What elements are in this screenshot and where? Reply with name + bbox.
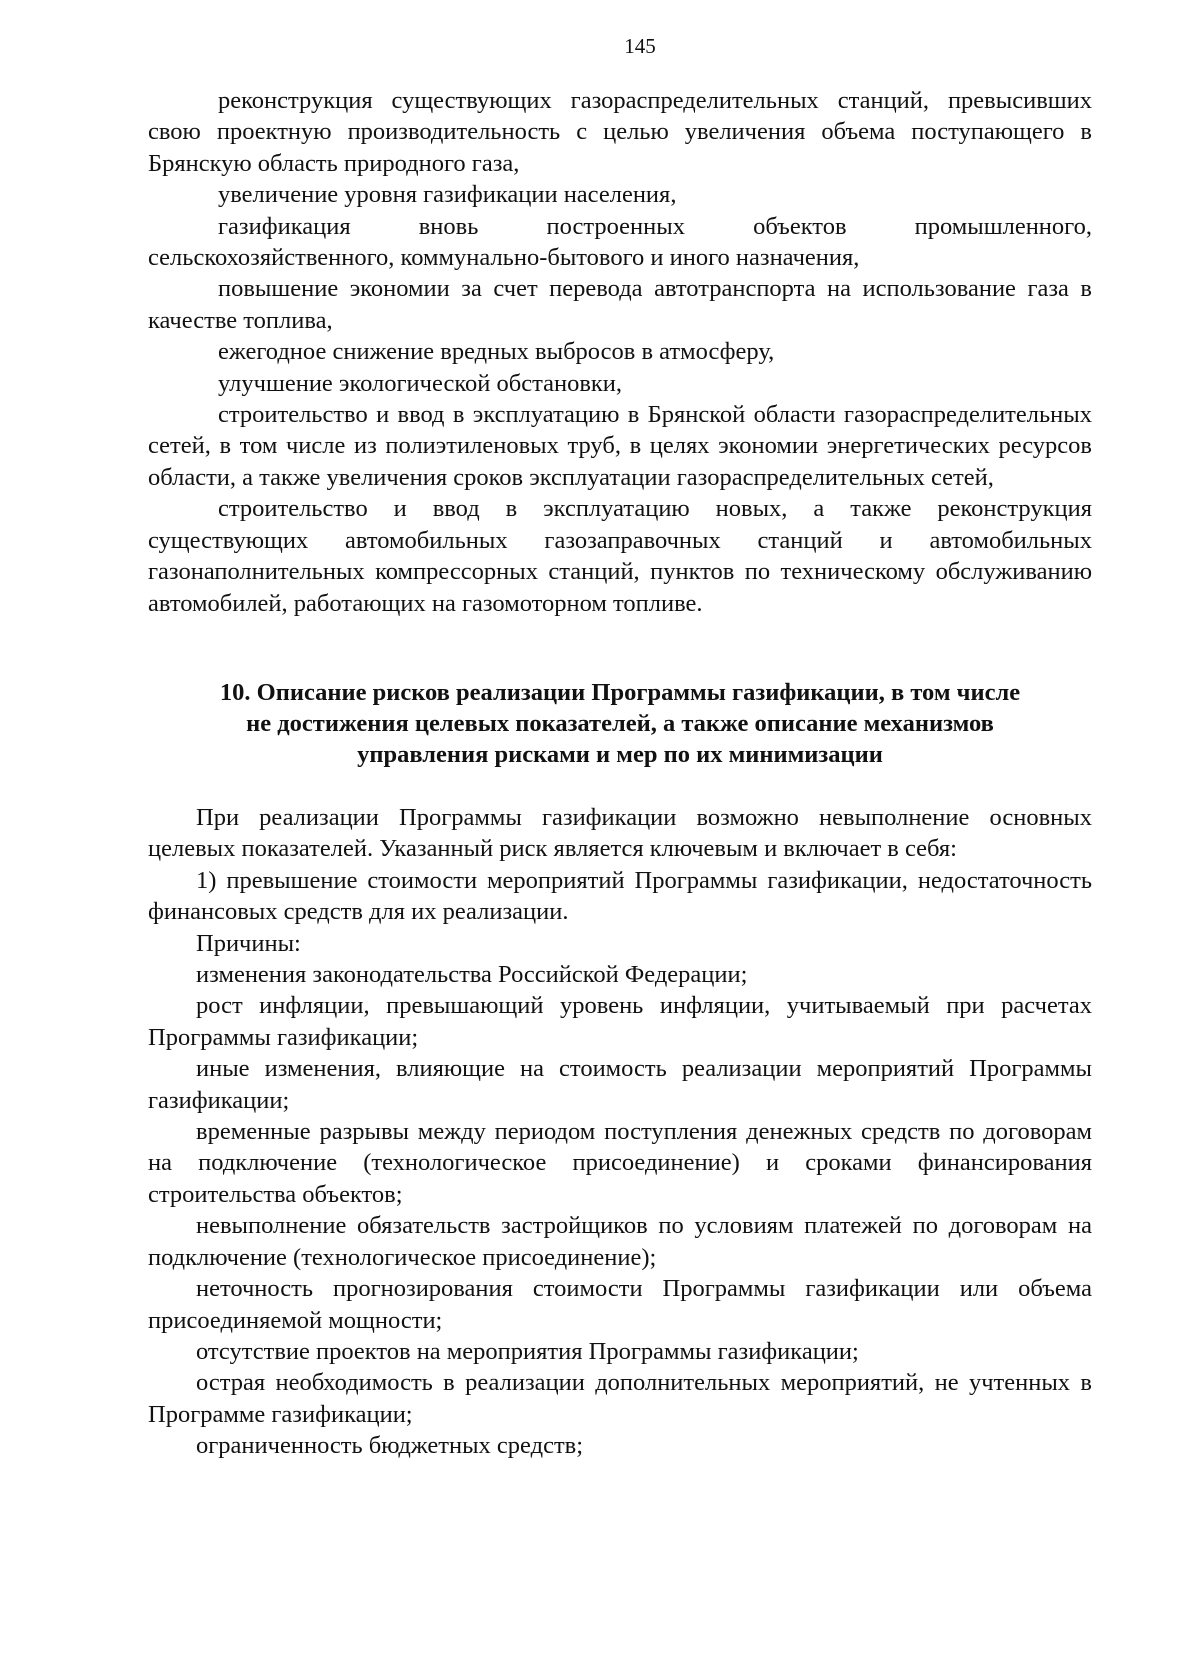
section-heading-line: управления рисками и мер по их минимизации <box>357 741 883 768</box>
paragraph: Причины: <box>196 929 301 957</box>
paragraph: временные разрывы между периодом поступления денежных средств по договорам на подключение (технологическое присоединение) и сроками финансирования строительства объектов; <box>148 1118 1092 1208</box>
paragraph: отсутствие проектов на мероприятия Программы газификации; <box>196 1337 859 1365</box>
section-heading-line: не достижения целевых показателей, а также описание механизмов <box>246 710 994 737</box>
paragraph: 1) превышение стоимости мероприятий Программы газификации, недостаточность финансовых средств для их реализации. <box>148 866 1092 926</box>
paragraph: реконструкция существующих газораспределительных станций, превысивших свою проектную производительность с целью увеличения объема поступающего в Брянскую область природного газа, <box>148 87 1092 177</box>
results-list <box>148 85 1092 619</box>
paragraph: иные изменения, влияющие на стоимость реализации мероприятий Программы газификации; <box>148 1055 1092 1114</box>
paragraph: увеличение уровня газификации населения, <box>218 181 677 209</box>
paragraph: строительство и ввод в эксплуатацию новых, а также реконструкция существующих автомобильных газозаправочных станций и автомобильных газонаполнительных компрессорных станций, пунктов по техническому обслуживанию автомобилей, работающих на газомоторном топливе. <box>148 495 1092 617</box>
page-number: 145 <box>624 34 656 58</box>
paragraph: улучшение экологической обстановки, <box>218 369 623 397</box>
paragraph: газификация вновь построенных объектов промышленного, сельскохозяйственного, коммунально-бытового и иного назначения, <box>148 212 1092 272</box>
paragraph: невыполнение обязательств застройщиков по условиям платежей по договорам на подключение (технологическое присоединение); <box>148 1212 1092 1271</box>
section-heading <box>150 677 1090 770</box>
paragraph: неточность прогнозирования стоимости Программы газификации или объема присоединяемой мощности; <box>148 1275 1092 1334</box>
paragraph: ежегодное снижение вредных выбросов в атмосферу, <box>218 338 775 366</box>
paragraph: При реализации Программы газификации возможно невыполнение основных целевых показателей. Указанный риск является ключевым и включает в себя: <box>148 804 1092 863</box>
paragraph: повышение экономии за счет перевода автотранспорта на использование газа в качестве топлива, <box>148 275 1092 334</box>
risks-section-body <box>148 802 1092 1462</box>
paragraph: строительство и ввод в эксплуатацию в Брянской области газораспределительных сетей, в том числе из полиэтиленовых труб, в целях экономии энергетических ресурсов области, а также увеличения сроков эксплуатации газораспределительных сетей, <box>148 401 1092 491</box>
section-heading-line: 10. Описание рисков реализации Программы газификации, в том числе <box>219 679 1021 706</box>
paragraph: рост инфляции, превышающий уровень инфляции, учитываемый при расчетах Программы газификации; <box>148 992 1092 1051</box>
paragraph: острая необходимость в реализации дополнительных мероприятий, не учтенных в Программе газификации; <box>148 1369 1092 1428</box>
paragraph: изменения законодательства Российской Федерации; <box>196 961 748 989</box>
paragraph: ограниченность бюджетных средств; <box>196 1432 584 1460</box>
